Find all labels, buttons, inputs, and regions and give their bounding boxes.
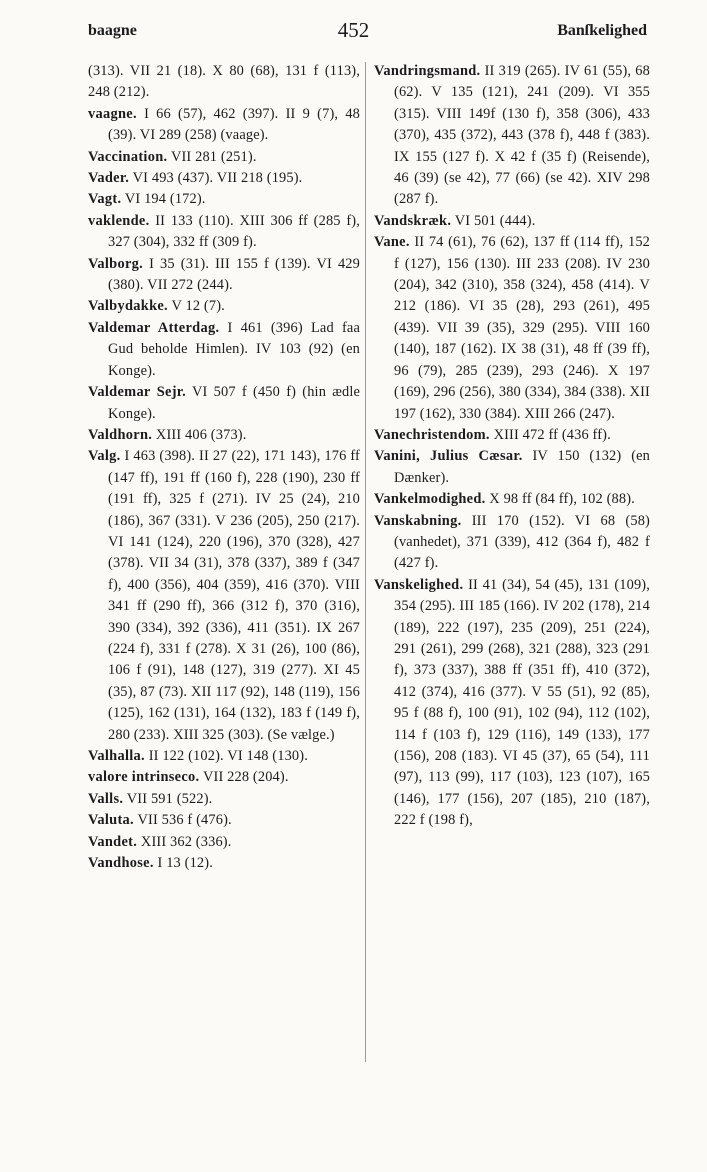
entry-references: II 133 (110). XIII 306 ff (285 f), 327 (304), 332 ff (309 f). [108, 212, 360, 251]
column-divider [365, 62, 366, 1062]
entry-references: VII 536 f (476). [137, 812, 232, 829]
entry-headword: Vader. [88, 170, 130, 187]
entry-headword: Valdemar Sejr. [88, 384, 187, 401]
entry-references: I 463 (398). II 27 (22), 171 143), 176 ff (147 ff), 191 ff (160 f), 228 (190), 230 ff (191 ff), 325 f (271). IV 25 (24), 210 (186), 367 (331). V 236 (205), 250 (217). VI 141 (124), 220 (196), 370 (328), 427 (378). VII 34 (31), 378 (337), 389 f (347 f), 400 (356), 404 (359), 416 (370). VIII 341 ff (290 ff), 366 (312 f), 370 (316), 390 (334), 392 (336), 411 (351). IX 267 (224 f), 331 f (278). X 31 (26), 100 (86), 106 f (91), 148 (127), 319 (277). XI 45 (35), 87 (73). XII 117 (92), 148 (119), 156 (125), 162 (131), 164 (132), 183 f (149 f), 280 (233). XIII 325 (303). (Se vælge.) [108, 448, 360, 743]
right-column [374, 61, 650, 832]
index-entry [88, 789, 360, 810]
entry-headword: Vandhose. [88, 855, 154, 872]
entry-headword: Vane. [374, 234, 410, 251]
entry-headword: Valdhorn. [88, 426, 153, 443]
entry-references: II 41 (34), 54 (45), 131 (109), 354 (295). III 185 (166). IV 202 (178), 214 (189), 222 (197), 235 (209), 251 (224), 291 (261), 299 (268), 321 (288), 323 (291 f), 373 (337), 388 ff (351 ff), 410 (372), 412 (374), 416 (377). V 55 (51), 92 (85), 95 f (88 f), 100 (91), 102 (94), 112 (102), 114 f (103 f), 129 (116), 149 (133), 177 (156), 208 (183). VI 45 (37), 65 (54), 111 (97), 113 (99), 117 (103), 123 (107), 165 (146), 177 (156), 207 (185), 210 (187), 222 f (198 f), [394, 576, 650, 829]
index-entry [88, 61, 360, 104]
index-entry [88, 147, 360, 168]
page-number: 452 [337, 18, 370, 42]
index-entry [88, 810, 360, 831]
entry-references: I 13 (12). [157, 855, 213, 872]
entry-references: II 319 (265). IV 61 (55), 68 (62). V 135 (121), 241 (209). VI 355 (315). VIII 149f (130 f), 358 (306), 433 (370), 435 (372), 443 (378 f), 448 f (383). IX 155 (127 f). X 42 f (35 f) (Reisende), 46 (39) (se 42), 77 (66) (se 42). XIV 298 (287 f). [394, 63, 650, 208]
entry-references: VII 591 (522). [126, 790, 213, 807]
entry-headword: Vanskelighed. [374, 576, 464, 593]
entry-references: VII 281 (251). [170, 148, 257, 165]
entry-headword: Valg. [88, 448, 121, 465]
entry-references: I 461 (396) Lad faa Gud beholde Himlen). IV 103 (92) (en Konge). [108, 319, 360, 379]
entry-references: II 122 (102). VI 148 (130). [148, 748, 308, 764]
entry-headword: Valls. [88, 790, 124, 807]
index-entry [88, 296, 360, 317]
entry-headword: Vanini, Julius Cæsar. [374, 448, 523, 465]
entry-headword: Vankelmodighed. [374, 491, 486, 508]
entry-references: V 12 (7). [171, 298, 225, 315]
entry-headword: Valhalla. [88, 748, 145, 764]
entry-references: VI 194 (172). [124, 191, 206, 208]
entry-headword: Vanechristendom. [374, 426, 490, 443]
entry-references: VI 501 (444). [454, 212, 536, 229]
index-entry [374, 446, 650, 489]
entry-headword: vaagne. [88, 105, 137, 122]
index-entry [374, 511, 650, 575]
index-entry [88, 446, 360, 746]
entry-references: VII 228 (204). [202, 769, 289, 786]
entry-headword: Vaccination. [88, 148, 168, 165]
entry-headword: Valuta. [88, 812, 134, 829]
index-entry [88, 318, 360, 382]
entry-references: I 35 (31). III 155 f (139). VI 429 (380). VII 272 (244). [108, 255, 360, 294]
index-entry [88, 425, 360, 446]
index-entry [374, 61, 650, 211]
entry-headword: Vandet. [88, 833, 138, 850]
index-entry [88, 767, 360, 788]
entry-references: II 74 (61), 76 (62), 137 ff (114 ff), 152 f (127), 156 (130). III 233 (208). IV 230 (204), 342 (310), 358 (324), 458 (414). V 212 (186). VI 35 (28), 293 (261), 495 (439). VII 39 (35), 329 (295). VIII 160 (140), 187 (162). IX 38 (31), 48 ff (39 ff), 96 (79), 285 (239), 293 (246). X 197 (169), 296 (256), 380 (334), 384 (338). XII 197 (162), 330 (384). XIII 266 (247). [394, 234, 651, 422]
running-head-right: Banſkelighed [557, 22, 647, 39]
entry-headword: Valbydakke. [88, 298, 168, 315]
entry-references: (313). VII 21 (18). X 80 (68), 131 f (113), 248 (212). [88, 63, 360, 101]
entry-references: VI 507 f (450 f) (hin ædle Konge). [108, 384, 361, 422]
running-head-left: baagne [88, 22, 137, 39]
index-entry [88, 853, 360, 874]
entry-headword: Valdemar Atterdag. [88, 319, 220, 336]
index-entry [88, 746, 360, 767]
entry-headword: Vagt. [88, 191, 122, 208]
index-entry [88, 382, 360, 425]
entry-references: VI 493 (437). VII 218 (195). [132, 170, 303, 187]
entry-references: I 66 (57), 462 (397). II 9 (7), 48 (39). VI 289 (258) (vaage). [108, 105, 361, 144]
entry-references: XIII 406 (373). [155, 426, 247, 443]
entry-headword: valore intrinseco. [88, 769, 200, 786]
left-column [88, 61, 360, 874]
index-entry [374, 211, 650, 232]
index-entry [374, 575, 650, 832]
page-header [0, 18, 707, 48]
index-entry [88, 254, 360, 297]
index-entry [374, 232, 650, 425]
index-entry [88, 832, 360, 853]
index-entry [88, 168, 360, 189]
entry-headword: Vandskræk. [374, 212, 452, 229]
entry-references: IV 150 (132) (en Dænker). [394, 448, 651, 486]
index-entry [374, 425, 650, 446]
index-entry [88, 211, 360, 254]
index-entry [88, 104, 360, 147]
entry-references: XIII 472 ff (436 ff). [493, 426, 611, 443]
index-entry [374, 489, 650, 510]
entry-headword: Valborg. [88, 255, 144, 272]
entry-references: XIII 362 (336). [140, 833, 232, 850]
entry-references: X 98 ff (84 ff), 102 (88). [489, 491, 635, 508]
entry-headword: Vanskabning. [374, 512, 462, 529]
entry-references: III 170 (152). VI 68 (58) (vanhedet), 371 (339), 412 (364 f), 482 f (427 f). [394, 512, 650, 572]
index-entry [88, 189, 360, 210]
entry-headword: Vandringsmand. [374, 63, 481, 79]
entry-headword: vaklende. [88, 212, 150, 229]
